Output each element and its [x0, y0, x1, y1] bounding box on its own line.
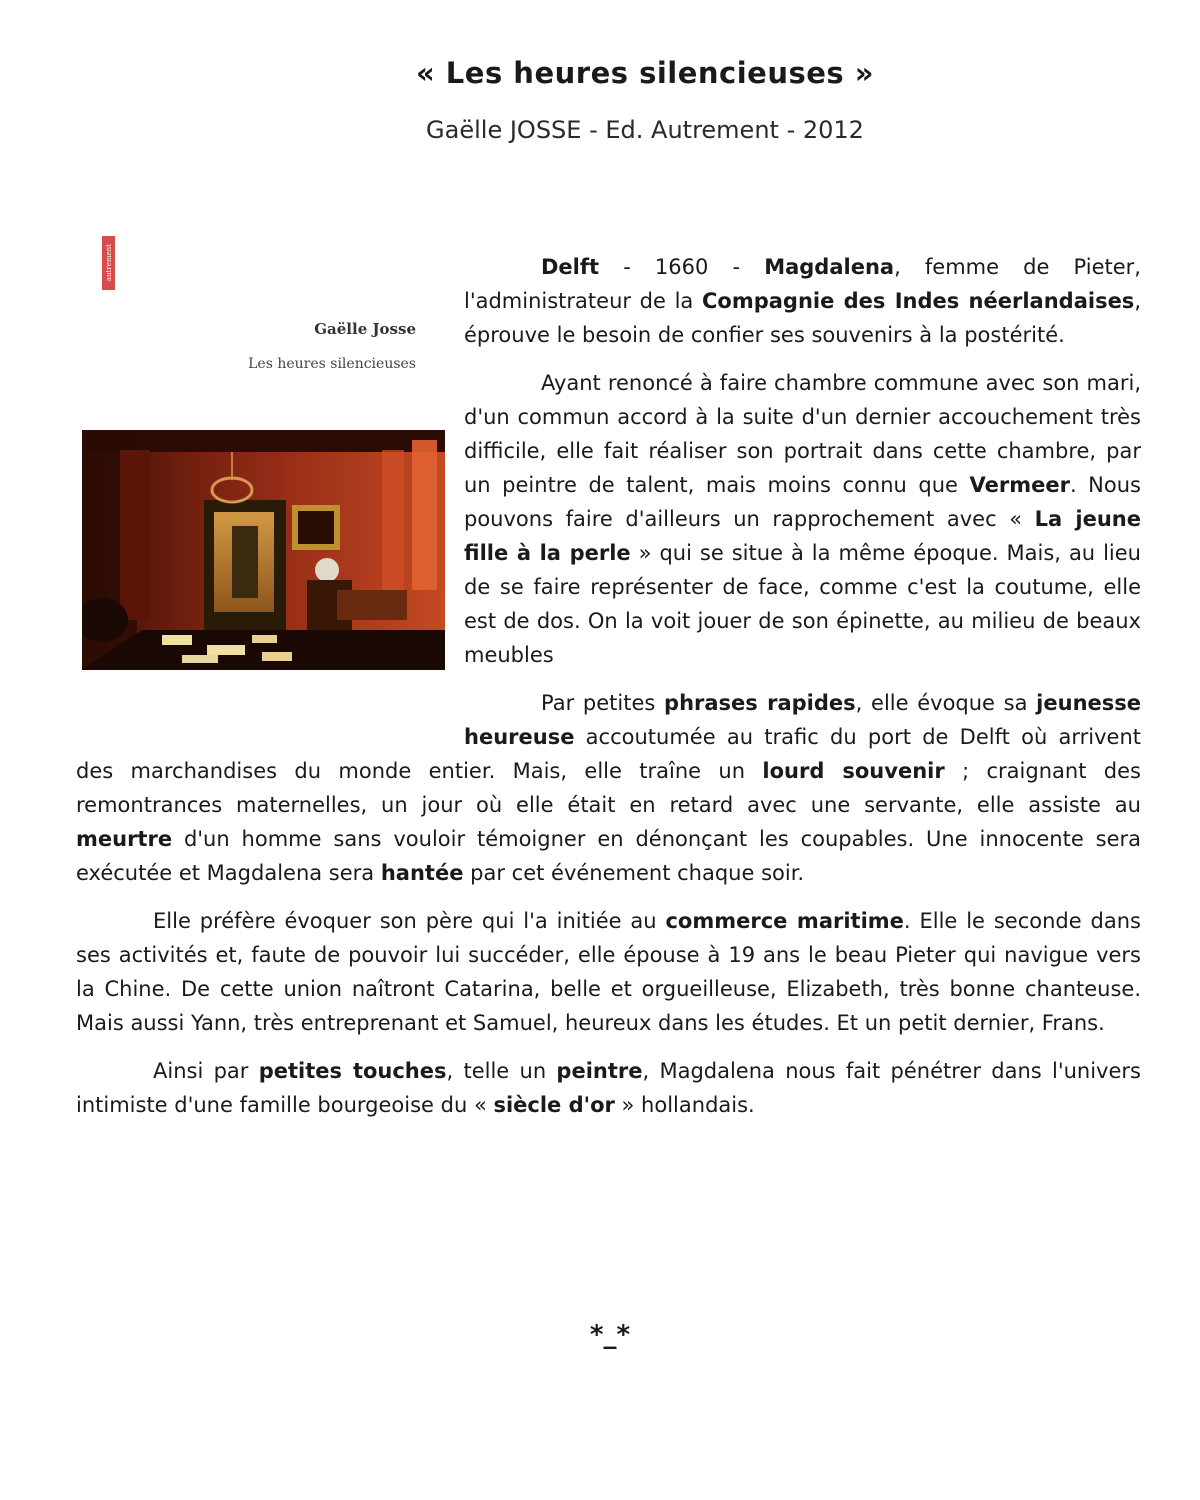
cover-title: Les heures silencieuses [248, 356, 416, 372]
page-title: « Les heures silencieuses » [415, 56, 875, 90]
publisher-logo-text: autrement [104, 244, 113, 282]
paragraph-2: Ayant renoncé à faire chambre commune avec son mari, d'un commun accord à la suite d'un dernier accouchement très difficile, elle fait réaliser son portrait dans cette chambre, par un peintre de talent, mais moins connu que Vermeer. Nous pouvons faire d'ailleurs un rapprochement avec « La jeune fille à la perle » qui se situe à la même époque. Mais, au lieu de se faire représenter de face, comme c'est la coutume, elle est de dos. On la voit jouer de son épinette, au milieu de beaux meubles [464, 371, 1141, 667]
cover-author: Gaëlle Josse [314, 320, 416, 338]
book-reference: Gaëlle JOSSE - Ed. Autrement - 2012 [426, 116, 864, 144]
image-spacer [76, 250, 464, 728]
paragraph-5: Ainsi par petites touches, telle un peintre, Magdalena nous fait pénétrer dans l'univers intimiste d'une famille bourgeoise du « siècle d'or » hollandais. [76, 1059, 1141, 1117]
paragraph-4: Elle préfère évoquer son père qui l'a initiée au commerce maritime. Elle le seconde dans ses activités et, faute de pouvoir lui succéder, elle épouse à 19 ans le beau Pieter qui navigue vers la Chine. De cette union naîtront Catarina, belle et orgueilleuse, Elizabeth, très bonne chanteuse. Mais aussi Yann, très entreprenant et Samuel, heureux dans les études. Et un petit dernier, Frans. [76, 909, 1141, 1035]
review-text [76, 250, 1141, 1136]
paragraph-1: Delft - 1660 - Magdalena, femme de Pieter, l'administrateur de la Compagnie des Indes néerlandaises, éprouve le besoin de confier ses souvenirs à la postérité. [464, 255, 1141, 347]
end-separator: *_* [589, 1320, 631, 1350]
paragraph-3: Par petites phrases rapides, elle évoque sa jeunesse heureuse accoutumée au trafic du port de Delft où arrivent des marchandises du monde entier. Mais, elle traîne un lourd souvenir ; craignant des remontrances maternelles, un jour où elle était en retard avec une servante, elle assiste au meurtre d'un homme sans vouloir témoigner en dénonçant les coupables. Une innocente sera exécutée et Magdalena sera hantée par cet événement chaque soir. [76, 691, 1141, 885]
